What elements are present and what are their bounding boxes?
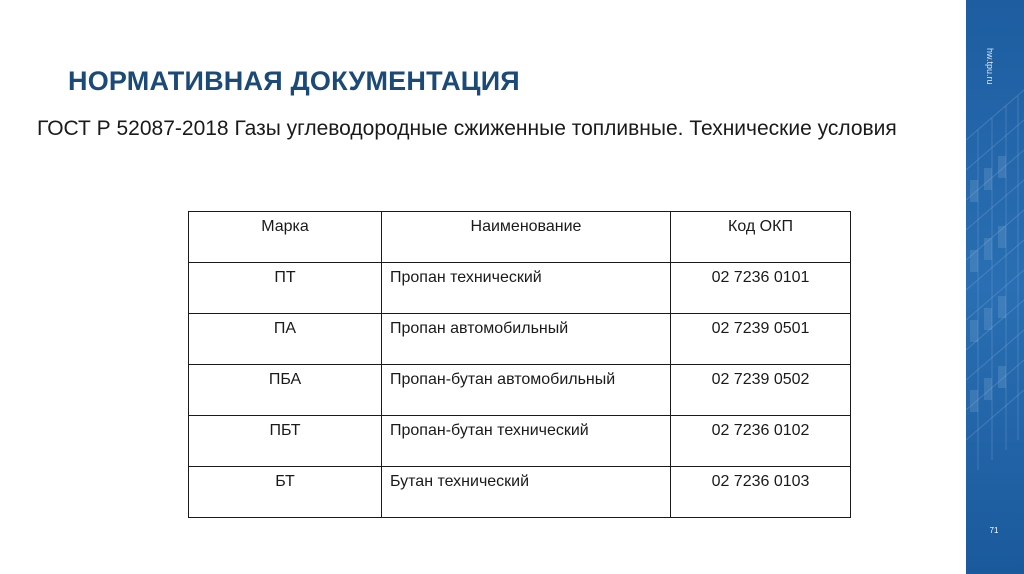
cell-name: Пропан-бутан технический	[382, 416, 671, 467]
header-grade: Марка	[189, 212, 382, 263]
table-row	[189, 416, 851, 467]
table-row	[189, 467, 851, 518]
cell-grade: ПБТ	[189, 416, 382, 467]
cell-name: Пропан автомобильный	[382, 314, 671, 365]
table-row	[189, 365, 851, 416]
header-okp-code: Код ОКП	[671, 212, 851, 263]
building-pattern-graphic	[966, 0, 1024, 574]
decorative-sidebar	[966, 0, 1024, 574]
cell-name: Пропан-бутан автомобильный	[382, 365, 671, 416]
slide-title: НОРМАТИВНАЯ ДОКУМЕНТАЦИЯ	[68, 66, 520, 96]
cell-name: Бутан технический	[382, 467, 671, 518]
site-url: hw.tpu.ru	[985, 48, 995, 85]
cell-okp-code: 02 7239 0501	[671, 314, 851, 365]
cell-grade: ПТ	[189, 263, 382, 314]
cell-okp-code: 02 7239 0502	[671, 365, 851, 416]
slide-subtitle: ГОСТ Р 52087-2018 Газы углеводородные сжиженные топливные. Технические условия	[37, 117, 897, 140]
cell-grade: БТ	[189, 467, 382, 518]
table-row	[189, 314, 851, 365]
cell-okp-code: 02 7236 0103	[671, 467, 851, 518]
lpg-grades-table	[188, 211, 851, 518]
table-header-row	[189, 212, 851, 263]
cell-grade: ПБА	[189, 365, 382, 416]
table-row	[189, 263, 851, 314]
page-number: 71	[989, 526, 999, 535]
cell-okp-code: 02 7236 0101	[671, 263, 851, 314]
cell-okp-code: 02 7236 0102	[671, 416, 851, 467]
header-name: Наименование	[382, 212, 671, 263]
cell-grade: ПА	[189, 314, 382, 365]
cell-name: Пропан технический	[382, 263, 671, 314]
